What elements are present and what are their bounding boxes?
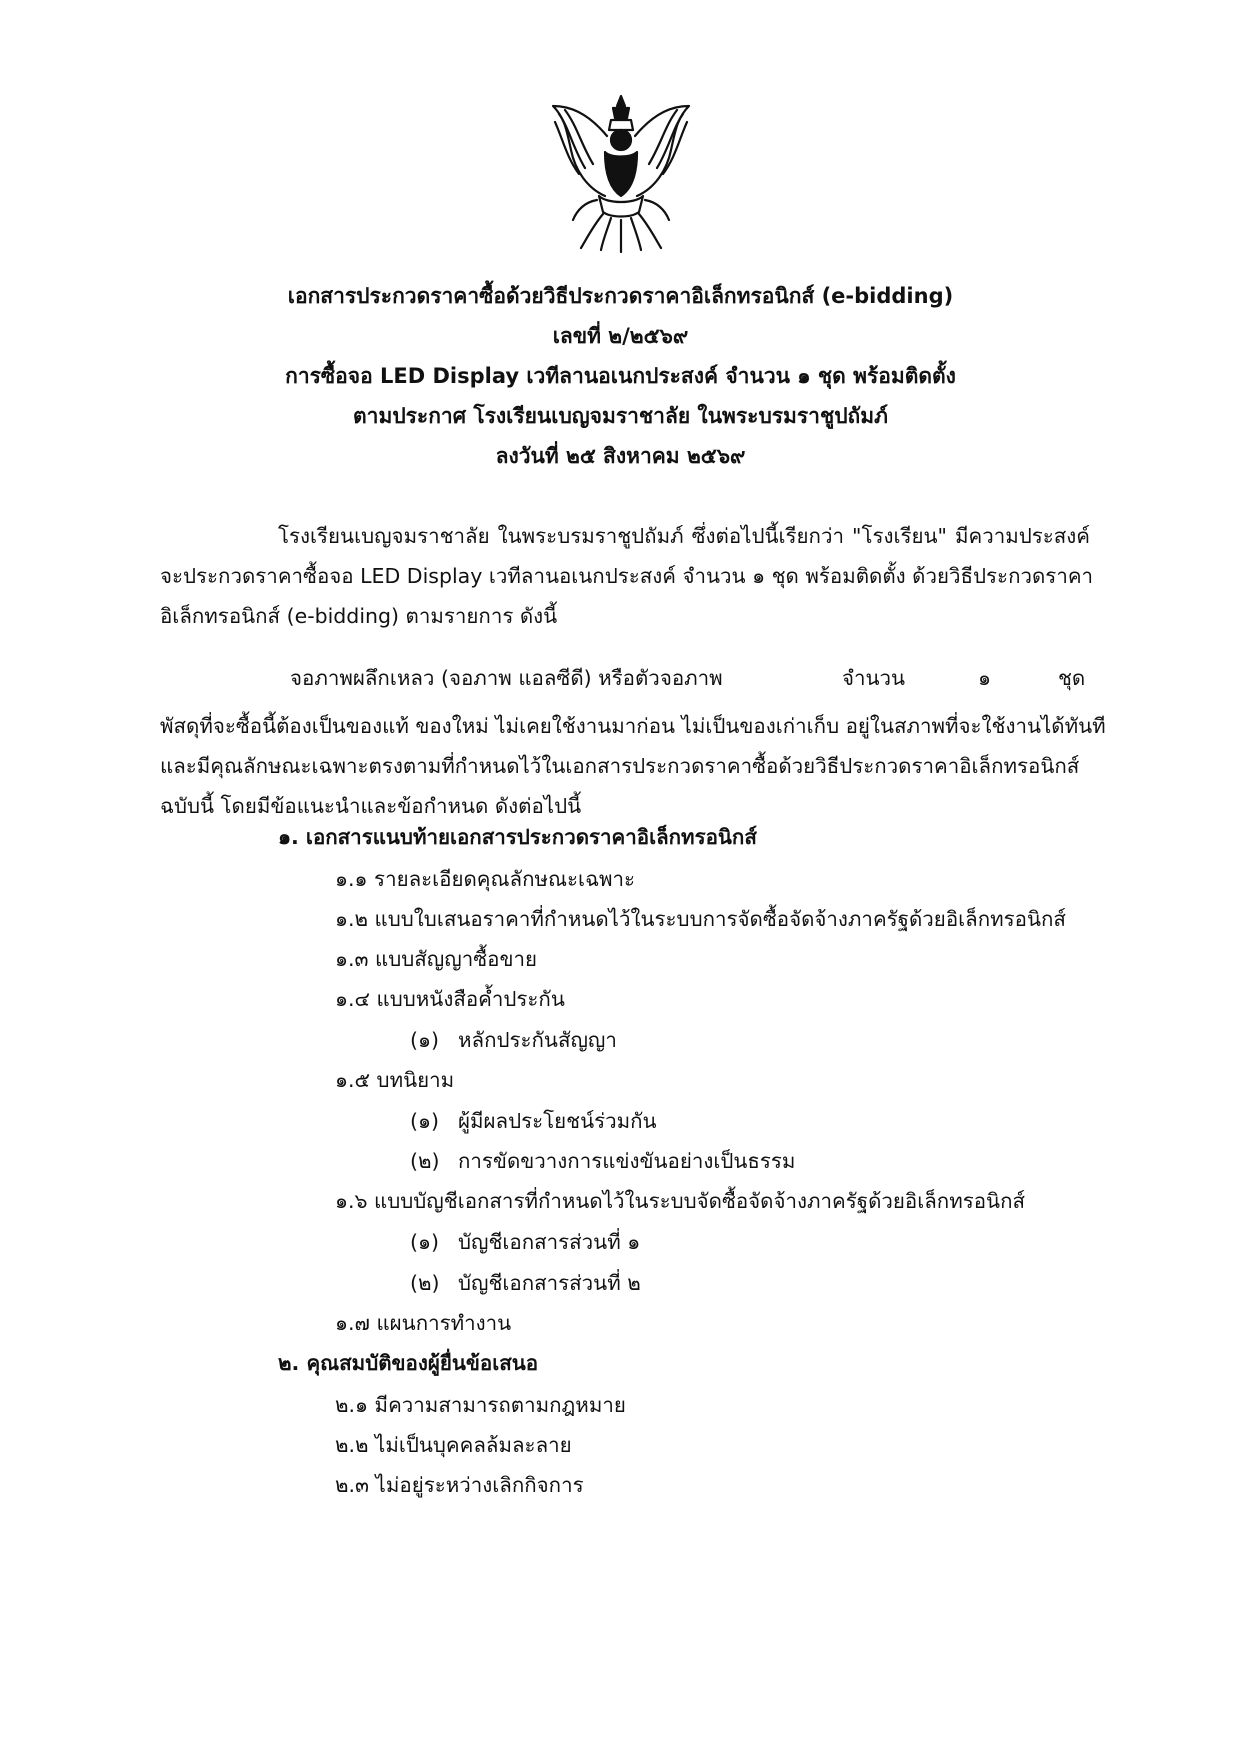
list-item: ๑.๑ รายละเอียดคุณลักษณะเฉพาะ (335, 867, 636, 891)
intro-line: โรงเรียนเบญจมราชาลัย ในพระบรมราชูปถัมภ์ ซึ่งต่อไปนี้เรียกว่า "โรงเรียน" มีความประสงค์ (278, 524, 1090, 548)
sub-list-item (410, 1025, 617, 1055)
item-name: จอภาพผลึกเหลว (จอภาพ แอลซีดี) หรือตัวจอภาพ (290, 666, 723, 690)
list-item: ๒.๑ มีความสามารถตามกฎหมาย (335, 1393, 626, 1417)
list-item: ๑.๕ บทนิยาม (335, 1068, 455, 1092)
conditions-line: พัสดุที่จะซื้อนี้ต้องเป็นของแท้ ของใหม่ ไม่เคยใช้งานมาก่อน ไม่เป็นของเก่าเก็บ อยู่ในสภาพที่จะใช้งานได้ทันที (160, 714, 1106, 738)
sub-item-number: (๒) (410, 1271, 440, 1295)
section-heading: ๒. คุณสมบัติของผู้ยื่นข้อเสนอ (278, 1351, 539, 1375)
conditions-line: และมีคุณลักษณะเฉพาะตรงตามที่กำหนดไว้ในเอกสารประกวดราคาซื้อด้วยวิธีประกวดราคาอิเล็กทรอนิกส์ (160, 754, 1080, 778)
conditions-line: ฉบับนี้ โดยมีข้อแนะนำและข้อกำหนด ดังต่อไปนี้ (160, 794, 582, 818)
announcement-reference: ตามประกาศ โรงเรียนเบญจมราชาลัย ในพระบรมราชูปถัมภ์ (353, 404, 888, 428)
section-heading: ๑. เอกสารแนบท้ายเอกสารประกวดราคาอิเล็กทรอนิกส์ (278, 825, 757, 849)
list-item: ๑.๖ แบบบัญชีเอกสารที่กำหนดไว้ในระบบจัดซื้อจัดจ้างภาครัฐด้วยอิเล็กทรอนิกส์ (335, 1189, 1025, 1213)
intro-line: อิเล็กทรอนิกส์ (e-bidding) ตามรายการ ดังนี้ (160, 604, 558, 628)
document-title-block (0, 276, 1241, 476)
sub-item-number: (๑) (410, 1109, 440, 1133)
list-item: ๑.๒ แบบใบเสนอราคาที่กำหนดไว้ในระบบการจัดซื้อจัดจ้างภาครัฐด้วยอิเล็กทรอนิกส์ (335, 907, 1066, 931)
sub-item-number: (๑) (410, 1028, 440, 1052)
sub-item-number: (๑) (410, 1230, 440, 1254)
sub-item-label: บัญชีเอกสารส่วนที่ ๒ (458, 1271, 641, 1295)
conditions-paragraph (160, 706, 1106, 826)
item-quantity: ๑ (978, 666, 992, 690)
list-item: ๒.๒ ไม่เป็นบุคคลล้มละลาย (335, 1433, 572, 1457)
garuda-emblem-icon (547, 92, 695, 254)
sub-list-item (410, 1227, 640, 1257)
announcement-date: ลงวันที่ ๒๕ สิงหาคม ๒๕๖๙ (495, 444, 746, 468)
document-title: เอกสารประกวดราคาซื้อด้วยวิธีประกวดราคาอิเล็กทรอนิกส์ (e-bidding) (287, 284, 954, 308)
sub-list-item (410, 1106, 657, 1136)
sub-item-label: การขัดขวางการแข่งขันอย่างเป็นธรรม (458, 1149, 796, 1173)
sub-item-label: ผู้มีผลประโยชน์ร่วมกัน (458, 1109, 657, 1133)
item-quantity-label: จำนวน (842, 666, 906, 690)
list-item: ๑.๔ แบบหนังสือค้ำประกัน (335, 987, 565, 1011)
document-number: เลขที่ ๒/๒๕๖๙ (552, 324, 689, 348)
intro-paragraph (160, 516, 1094, 636)
sub-list-item (410, 1268, 641, 1298)
item-unit: ชุด (1058, 666, 1086, 690)
sub-item-number: (๒) (410, 1149, 440, 1173)
list-item: ๒.๓ ไม่อยู่ระหว่างเลิกกิจการ (335, 1473, 584, 1497)
list-item: ๑.๓ แบบสัญญาซื้อขาย (335, 947, 538, 971)
sub-list-item (410, 1146, 795, 1176)
sub-item-label: บัญชีเอกสารส่วนที่ ๑ (458, 1230, 641, 1254)
intro-line: จะประกวดราคาซื้อจอ LED Display เวทีลานอเนกประสงค์ จำนวน ๑ ชุด พร้อมติดตั้ง ด้วยวิธีประกวดราคา (160, 564, 1094, 588)
list-item: ๑.๗ แผนการทำงาน (335, 1311, 512, 1335)
procurement-subject: การซื้อจอ LED Display เวทีลานอเนกประสงค์ จำนวน ๑ ชุด พร้อมติดตั้ง (285, 364, 956, 388)
sub-item-label: หลักประกันสัญญา (458, 1028, 617, 1052)
